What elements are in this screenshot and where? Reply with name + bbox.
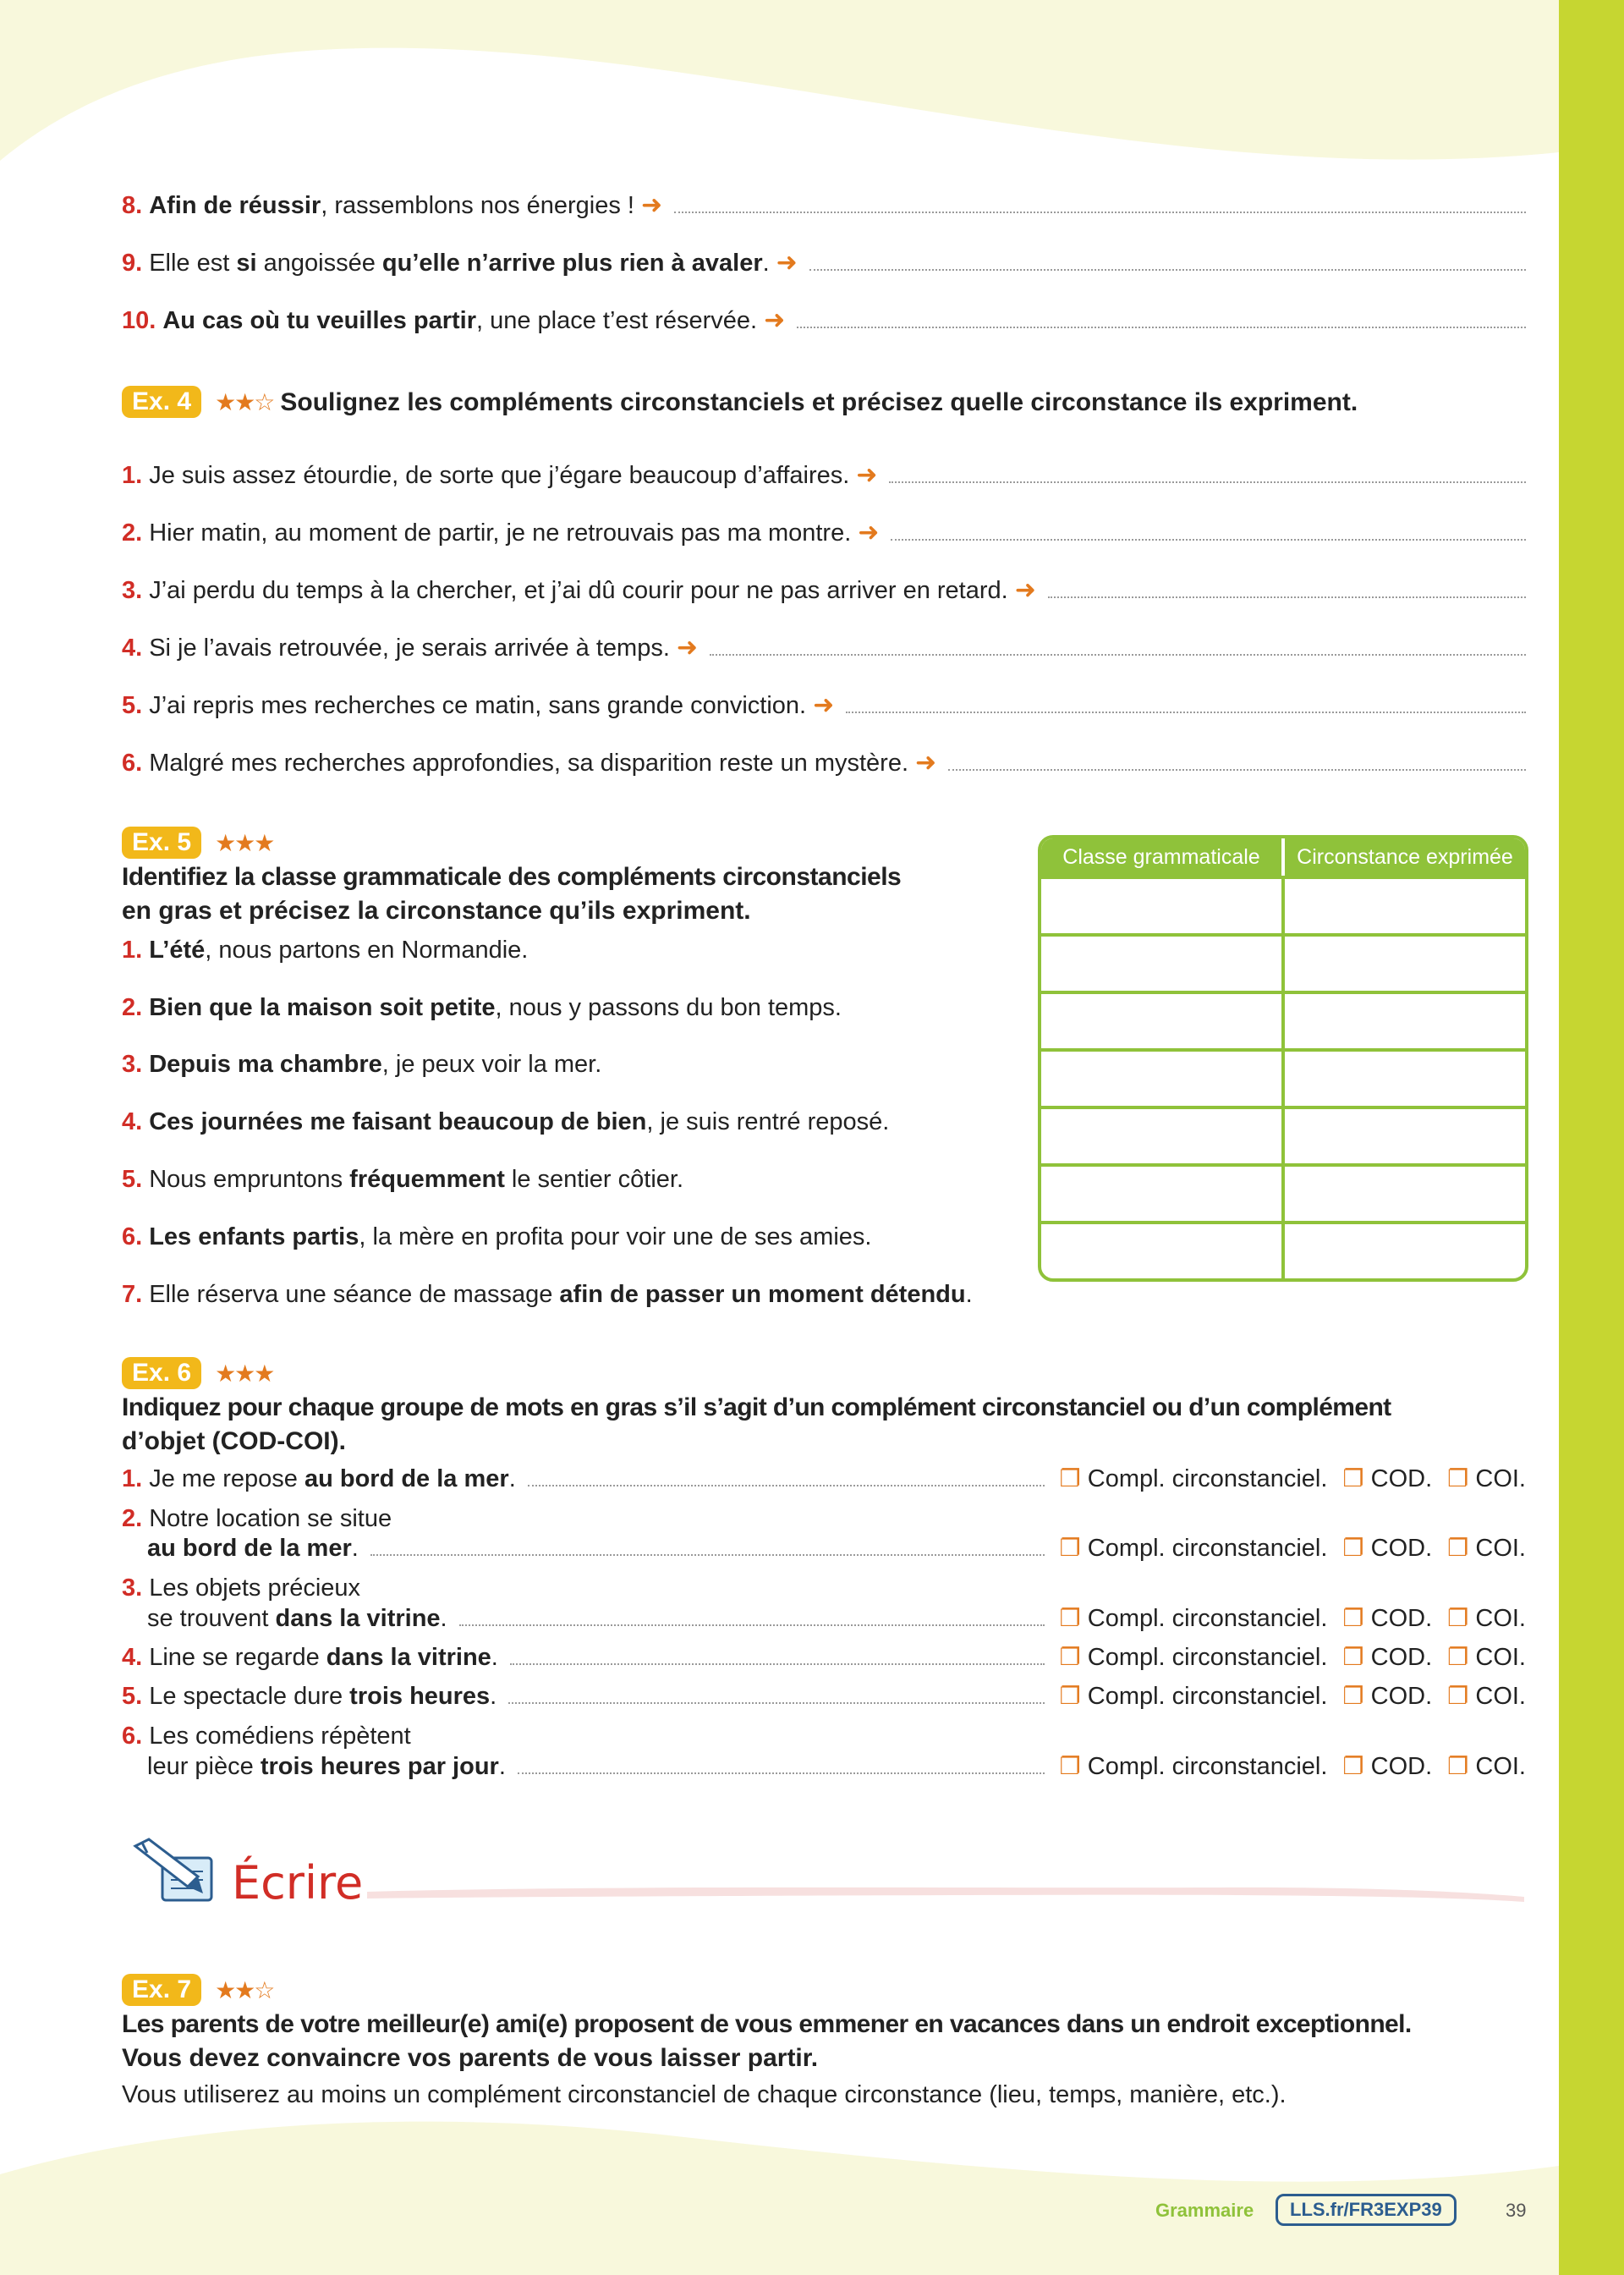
checkbox-coi[interactable]: ❐ [1447,1465,1469,1492]
answer-line[interactable] [674,211,1526,213]
answer-line[interactable] [889,481,1526,483]
ex4-item: 3. J’ai perdu du temps à la chercher, et j’ai dû courir pour ne pas arriver en retard. ➜ [122,576,1526,605]
answer-line[interactable] [891,538,1526,541]
arrow-icon: ➜ [813,691,835,719]
writing-pencil-icon [129,1834,230,1910]
difficulty-stars-icon: ★★★ [215,1360,274,1387]
answer-line[interactable] [948,768,1526,771]
answer-line[interactable] [797,326,1526,328]
checkbox-coi[interactable]: ❐ [1447,1644,1469,1670]
ex5-item: 4. Ces journées me faisant beaucoup de bien , je suis rentré reposé. [122,1108,890,1135]
answer-cell[interactable] [1041,937,1285,991]
answer-line [518,1772,1045,1774]
ex7-instruction-line1: Les parents de votre meilleur(e) ami(e) proposent de vous emmener en vacances dans un endroit exceptionnel. [122,2010,1412,2038]
ex4-item: 6. Malgré mes recherches approfondies, sa disparition reste un mystère. ➜ [122,749,1526,778]
section-title: Écrire [232,1856,364,1910]
answer-line [370,1553,1045,1556]
ex5-item: 6. Les enfants partis , la mère en profita pour voir une de ses amies. [122,1223,872,1250]
section-underline-brush [367,1880,1526,1905]
choice-group: ❐ Compl. circonstanciel. ❐ COD. ❐ COI. [1059,1605,1526,1632]
ex6-item-line1: 6. Les comédiens répètent [122,1723,411,1750]
answer-cell[interactable] [1285,1109,1525,1163]
checkbox-cod[interactable]: ❐ [1342,1644,1364,1670]
ex3-item-9: 9. Elle est si angoissée qu’elle n’arrive plus rien à avaler . ➜ [122,249,1526,278]
checkbox-cod[interactable]: ❐ [1342,1605,1364,1631]
arrow-icon: ➜ [764,306,786,334]
ex6-item-line1: 2. Notre location se situe [122,1505,392,1532]
ex7-badge: Ex. 7 [122,1974,201,2006]
checkbox-cc[interactable]: ❐ [1059,1465,1081,1492]
difficulty-stars-icon: ★★☆ [215,1977,274,2003]
ex5-item: 2. Bien que la maison soit petite , nous y passons du bon temps. [122,994,842,1021]
choice-group: ❐ Compl. circonstanciel. ❐ COD. ❐ COI. [1059,1753,1526,1780]
ex6-item: se trouvent dans la vitrine . ❐ Compl. circonstanciel. ❐ COD. ❐ COI. [147,1605,1526,1632]
ex7-body: Vous utiliserez au moins un complément circonstanciel de chaque circonstance (lieu, temps, manière, etc.). [122,2081,1287,2108]
answer-line [459,1624,1045,1626]
checkbox-cc[interactable]: ❐ [1059,1605,1081,1631]
checkbox-cc[interactable]: ❐ [1059,1535,1081,1561]
checkbox-cod[interactable]: ❐ [1342,1535,1364,1561]
ex3-item-8: 8. Afin de réussir , rassemblons nos énergies ! ➜ [122,191,1526,220]
ex4-item: 5. J’ai repris mes recherches ce matin, sans grande conviction. ➜ [122,691,1526,720]
answer-cell[interactable] [1285,994,1525,1048]
table-row [1041,933,1525,991]
table-row [1041,876,1525,933]
answer-cell[interactable] [1285,1224,1525,1278]
answer-cell[interactable] [1285,937,1525,991]
arrow-icon: ➜ [858,519,880,547]
ex4-badge: Ex. 4 [122,386,201,418]
table-row [1041,991,1525,1048]
answer-cell[interactable] [1041,994,1285,1048]
ex5-badge: Ex. 5 [122,827,201,859]
choice-group: ❐ Compl. circonstanciel. ❐ COD. ❐ COI. [1059,1465,1526,1492]
answer-line[interactable] [1048,596,1526,598]
answer-line[interactable] [846,711,1526,713]
arrow-icon: ➜ [776,249,798,277]
ex6-heading [122,1357,1528,1459]
checkbox-coi[interactable]: ❐ [1447,1683,1469,1709]
table-header [1041,838,1525,876]
ex6-item: 1. Je me repose au bord de la mer . ❐ Compl. circonstanciel. ❐ COD. ❐ COI. [122,1465,1526,1492]
ex3-item-10: 10. Au cas où tu veuilles partir , une place t’est réservée. ➜ [122,306,1526,335]
answer-line[interactable] [809,268,1526,271]
ex4-instruction: Soulignez les compléments circonstanciels et précisez quelle circonstance ils expriment. [280,388,1358,416]
arrow-icon: ➜ [641,191,663,219]
answer-cell[interactable] [1041,1109,1285,1163]
page-number: 39 [1506,2200,1527,2221]
answer-line[interactable] [710,653,1526,656]
ex5-heading [122,827,1018,928]
ex5-instruction-line2: en gras et précisez la circonstance qu’ils expriment. [122,897,751,925]
table-row [1041,1221,1525,1278]
checkbox-cc[interactable]: ❐ [1059,1644,1081,1670]
choice-group: ❐ Compl. circonstanciel. ❐ COD. ❐ COI. [1059,1644,1526,1671]
arrow-icon: ➜ [1014,576,1036,604]
checkbox-coi[interactable]: ❐ [1447,1753,1469,1779]
arrow-icon: ➜ [676,634,699,662]
checkbox-cod[interactable]: ❐ [1342,1753,1364,1779]
difficulty-stars-icon: ★★☆ [215,389,274,415]
ex4-item: 4. Si je l’avais retrouvée, je serais arrivée à temps. ➜ [122,634,1526,662]
answer-line [528,1484,1045,1486]
ex5-item: 7. Elle réserva une séance de massage afin de passer un moment détendu . [122,1281,973,1308]
checkbox-cod[interactable]: ❐ [1342,1465,1364,1492]
ex5-item: 3. Depuis ma chambre , je peux voir la mer. [122,1051,602,1078]
answer-cell[interactable] [1285,1167,1525,1221]
answer-line [510,1662,1045,1665]
answer-cell[interactable] [1041,1224,1285,1278]
column-header: Circonstance exprimée [1297,845,1513,869]
choice-group: ❐ Compl. circonstanciel. ❐ COD. ❐ COI. [1059,1535,1526,1562]
ex4-item: 2. Hier matin, au moment de partir, je ne retrouvais pas ma montre. ➜ [122,519,1526,547]
ex5-answer-table [1038,835,1528,1282]
footer-section: Grammaire [1155,2200,1254,2221]
arrow-icon: ➜ [856,461,878,489]
checkbox-cc[interactable]: ❐ [1059,1683,1081,1709]
checkbox-coi[interactable]: ❐ [1447,1605,1469,1631]
table-row [1041,1163,1525,1221]
ex6-item: au bord de la mer . ❐ Compl. circonstanciel. ❐ COD. ❐ COI. [147,1535,1526,1562]
ex5-item: 1. L’été , nous partons en Normandie. [122,937,529,964]
right-margin-bar [1559,0,1624,2275]
answer-cell[interactable] [1041,1167,1285,1221]
ex5-item: 5. Nous empruntons fréquemment le sentier côtier. [122,1166,684,1193]
checkbox-cod[interactable]: ❐ [1342,1683,1364,1709]
table-row [1041,1106,1525,1163]
column-header: Classe grammaticale [1041,838,1285,876]
difficulty-stars-icon: ★★★ [215,830,274,856]
ex4-item: 1. Je suis assez étourdie, de sorte que j’égare beaucoup d’affaires. ➜ [122,461,1526,490]
ex5-instruction-line1: Identifiez la classe grammaticale des compléments circonstanciels [122,863,902,891]
answer-cell[interactable] [1285,879,1525,933]
ex6-item: leur pièce trois heures par jour . ❐ Compl. circonstanciel. ❐ COD. ❐ COI. [147,1753,1526,1780]
ex6-item: 4. Line se regarde dans la vitrine . ❐ Compl. circonstanciel. ❐ COD. ❐ COI. [122,1644,1526,1671]
answer-cell[interactable] [1285,1052,1525,1106]
ex7-instruction-line2: Vous devez convaincre vos parents de vous laisser partir. [122,2044,819,2072]
answer-cell[interactable] [1041,1052,1285,1106]
checkbox-cc[interactable]: ❐ [1059,1753,1081,1779]
ex6-instruction-line2: d’objet (COD-COI). [122,1427,346,1455]
answer-line [508,1701,1044,1704]
ex7-heading [122,1974,1528,2075]
ex6-instruction-line1: Indiquez pour chaque groupe de mots en gras s’il s’agit d’un complément circonstanciel ou d’un complément [122,1393,1391,1421]
ex6-item: 5. Le spectacle dure trois heures . ❐ Compl. circonstanciel. ❐ COD. ❐ COI. [122,1683,1526,1710]
arrow-icon: ➜ [915,749,937,777]
ex4-heading [122,386,1358,420]
ex6-badge: Ex. 6 [122,1357,201,1389]
footer-link[interactable]: LLS.fr/FR3EXP39 [1276,2194,1457,2226]
checkbox-coi[interactable]: ❐ [1447,1535,1469,1561]
choice-group: ❐ Compl. circonstanciel. ❐ COD. ❐ COI. [1059,1683,1526,1710]
ex6-item-line1: 3. Les objets précieux [122,1574,361,1602]
answer-cell[interactable] [1041,879,1285,933]
table-row [1041,1048,1525,1106]
